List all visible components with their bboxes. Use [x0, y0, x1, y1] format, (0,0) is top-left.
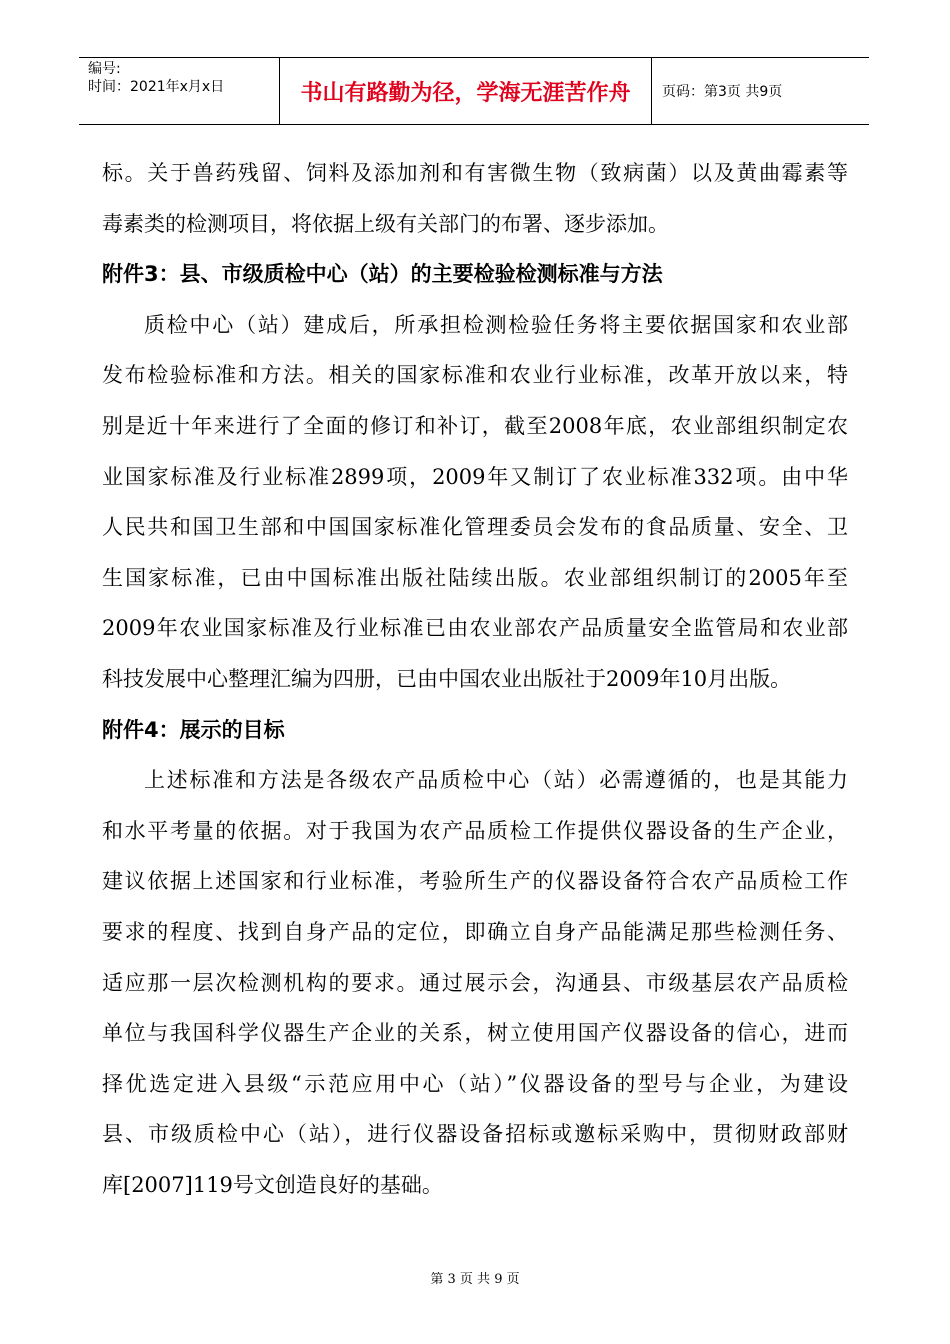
body-line: 科技发展中心整理汇编为四册，已由中国农业出版社于2009年10月出版。 [102, 666, 792, 691]
body-line: 适应那一层次检测机构的要求。通过展示会，沟通县、市级基层农产品质检 [102, 970, 848, 995]
body-line: 别是近十年来进行了全面的修订和补订，截至2008年底，农业部组织制定农 [102, 413, 848, 438]
header-page-number: 页码：第3页 共9页 [662, 84, 783, 100]
body-line: 择优选定进入县级“示范应用中心（站）”仪器设备的型号与企业，为建设 [102, 1071, 848, 1096]
body-line: 建议依据上述国家和行业标准，考验所生产的仪器设备符合农产品质检工作 [102, 869, 848, 894]
body-line: 单位与我国科学仪器生产企业的关系，树立使用国产仪器设备的信心，进而 [102, 1021, 848, 1046]
body-line: 质检中心（站）建成后，所承担检测检验任务将主要依据国家和农业部 [144, 312, 848, 337]
body-line: 标。关于兽药残留、饲料及添加剂和有害微生物（致病菌）以及黄曲霉素等 [102, 161, 848, 185]
body-line: 业国家标准及行业标准2899项，2009年又制订了农业标准332项。由中华 [102, 464, 848, 489]
section-heading-annex-3: 附件3：县、市级质检中心（站）的主要检验检测标准与方法 [102, 262, 663, 287]
page-footer: 第 3 页 共 9 页 [430, 1272, 520, 1287]
body-line: 生国家标准，已由中国标准出版社陆续出版。农业部组织制订的2005年至 [102, 565, 848, 590]
page-header [79, 57, 869, 125]
body-line: 2009年农业国家标准及行业标准已由农业部农产品质量安全监管局和农业部 [102, 616, 848, 641]
document-number-label: 编号: [88, 61, 121, 77]
header-motto: 书山有路勤为径，学海无涯苦作舟 [280, 58, 652, 124]
body-line: 上述标准和方法是各级农产品质检中心（站）必需遵循的，也是其能力 [144, 768, 848, 793]
body-line: 库[2007]119号文创造良好的基础。 [102, 1172, 443, 1197]
document-body [102, 148, 848, 1210]
body-line: 发布检验标准和方法。相关的国家标准和农业行业标准，改革开放以来，特 [102, 363, 848, 388]
body-line: 和水平考量的依据。对于我国为农产品质检工作提供仪器设备的生产企业， [102, 818, 848, 843]
document-time-label: 时间：2021年x月x日 [88, 79, 225, 95]
section-heading-annex-4: 附件4：展示的目标 [102, 717, 285, 742]
body-line: 县、市级质检中心（站），进行仪器设备招标或邀标采购中，贯彻财政部财 [102, 1122, 848, 1147]
header-meta [79, 58, 280, 124]
body-line: 人民共和国卫生部和中国国家标准化管理委员会发布的食品质量、安全、卫 [102, 515, 848, 540]
body-line: 要求的程度、找到自身产品的定位，即确立自身产品能满足那些检测任务、 [102, 919, 848, 944]
body-line: 毒素类的检测项目，将依据上级有关部门的布署、逐步添加。 [102, 211, 669, 236]
